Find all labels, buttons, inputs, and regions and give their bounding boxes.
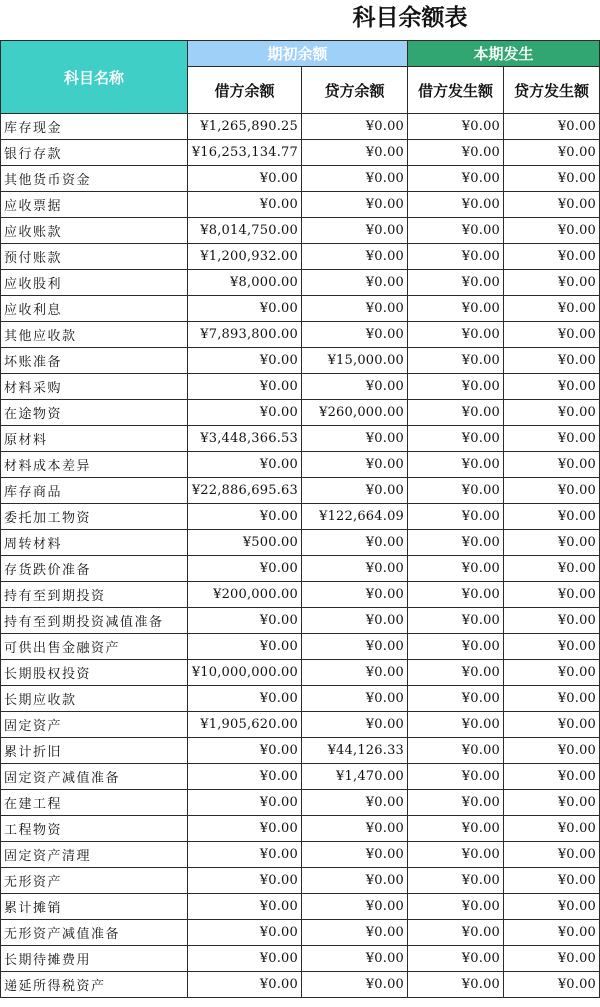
account-name-cell[interactable]: 递延所得税资产 [1, 972, 188, 998]
opening-debit-cell[interactable]: ¥0.00 [188, 608, 302, 634]
period-debit-cell[interactable]: ¥0.00 [408, 192, 504, 218]
opening-credit-cell[interactable]: ¥0.00 [302, 634, 408, 660]
period-debit-cell[interactable]: ¥0.00 [408, 218, 504, 244]
table-row [1, 296, 600, 322]
period-debit-cell[interactable]: ¥0.00 [408, 816, 504, 842]
period-credit-cell[interactable]: ¥0.00 [504, 582, 600, 608]
table-header [1, 41, 600, 114]
opening-debit-cell[interactable]: ¥7,893,800.00 [188, 322, 302, 348]
period-credit-cell[interactable]: ¥0.00 [504, 218, 600, 244]
opening-credit-cell[interactable]: ¥0.00 [302, 868, 408, 894]
account-name-cell[interactable]: 库存现金 [1, 114, 188, 140]
opening-credit-cell[interactable]: ¥0.00 [302, 556, 408, 582]
period-credit-cell[interactable]: ¥0.00 [504, 166, 600, 192]
table-row [1, 946, 600, 972]
period-credit-cell[interactable]: ¥0.00 [504, 322, 600, 348]
account-name-cell[interactable]: 累计摊销 [1, 894, 188, 920]
table-row [1, 686, 600, 712]
opening-debit-cell[interactable]: ¥0.00 [188, 634, 302, 660]
opening-credit-cell[interactable]: ¥0.00 [302, 452, 408, 478]
table-row [1, 868, 600, 894]
account-name-cell[interactable]: 应收利息 [1, 296, 188, 322]
period-debit-cell[interactable]: ¥0.00 [408, 374, 504, 400]
period-debit-cell[interactable]: ¥0.00 [408, 972, 504, 998]
period-debit-cell[interactable]: ¥0.00 [408, 868, 504, 894]
table-row [1, 140, 600, 166]
opening-debit-cell[interactable]: ¥1,265,890.25 [188, 114, 302, 140]
account-name-cell[interactable]: 在途物资 [1, 400, 188, 426]
period-credit-cell[interactable]: ¥0.00 [504, 738, 600, 764]
period-credit-cell[interactable]: ¥0.00 [504, 686, 600, 712]
table-row [1, 478, 600, 504]
account-name-cell[interactable]: 预付账款 [1, 244, 188, 270]
period-debit-cell[interactable]: ¥0.00 [408, 478, 504, 504]
table-row [1, 426, 600, 452]
opening-debit-cell[interactable]: ¥0.00 [188, 686, 302, 712]
period-credit-cell[interactable]: ¥0.00 [504, 296, 600, 322]
opening-credit-cell[interactable]: ¥0.00 [302, 322, 408, 348]
period-debit-cell[interactable]: ¥0.00 [408, 842, 504, 868]
period-credit-cell[interactable]: ¥0.00 [504, 556, 600, 582]
period-debit-cell[interactable]: ¥0.00 [408, 530, 504, 556]
table-row [1, 504, 600, 530]
opening-credit-cell[interactable]: ¥0.00 [302, 114, 408, 140]
opening-credit-cell[interactable]: ¥0.00 [302, 790, 408, 816]
period-debit-cell[interactable]: ¥0.00 [408, 114, 504, 140]
table-row [1, 920, 600, 946]
period-credit-cell[interactable]: ¥0.00 [504, 764, 600, 790]
opening-debit-cell[interactable]: ¥10,000,000.00 [188, 660, 302, 686]
period-debit-cell[interactable]: ¥0.00 [408, 712, 504, 738]
table-row [1, 738, 600, 764]
account-name-cell[interactable]: 固定资产 [1, 712, 188, 738]
table-row [1, 400, 600, 426]
period-credit-cell[interactable]: ¥0.00 [504, 426, 600, 452]
period-debit-cell[interactable]: ¥0.00 [408, 504, 504, 530]
account-name-cell[interactable]: 持有至到期投资 [1, 582, 188, 608]
opening-credit-cell[interactable]: ¥0.00 [302, 660, 408, 686]
opening-credit-cell[interactable]: ¥0.00 [302, 686, 408, 712]
opening-debit-cell[interactable]: ¥0.00 [188, 452, 302, 478]
account-name-cell[interactable]: 无形资产减值准备 [1, 920, 188, 946]
account-name-cell[interactable]: 应收账款 [1, 218, 188, 244]
account-name-cell[interactable]: 长期应收款 [1, 686, 188, 712]
opening-credit-cell[interactable]: ¥44,126.33 [302, 738, 408, 764]
opening-credit-cell[interactable]: ¥0.00 [302, 920, 408, 946]
period-debit-cell[interactable]: ¥0.00 [408, 166, 504, 192]
table-row [1, 556, 600, 582]
account-name-cell[interactable]: 可供出售金融资产 [1, 634, 188, 660]
opening-credit-cell[interactable]: ¥260,000.00 [302, 400, 408, 426]
opening-debit-cell[interactable]: ¥0.00 [188, 374, 302, 400]
opening-credit-cell[interactable]: ¥0.00 [302, 894, 408, 920]
opening-debit-cell[interactable]: ¥0.00 [188, 296, 302, 322]
opening-debit-cell[interactable]: ¥0.00 [188, 946, 302, 972]
period-credit-cell[interactable]: ¥0.00 [504, 608, 600, 634]
account-name-cell[interactable]: 累计折旧 [1, 738, 188, 764]
period-debit-cell[interactable]: ¥0.00 [408, 244, 504, 270]
table-row [1, 348, 600, 374]
period-credit-cell[interactable]: ¥0.00 [504, 504, 600, 530]
opening-credit-cell[interactable]: ¥0.00 [302, 712, 408, 738]
opening-credit-cell[interactable]: ¥0.00 [302, 478, 408, 504]
period-debit-cell[interactable]: ¥0.00 [408, 582, 504, 608]
opening-debit-cell[interactable]: ¥0.00 [188, 192, 302, 218]
column-header-opening-debit[interactable]: 借方余额 [188, 67, 302, 114]
opening-credit-cell[interactable]: ¥0.00 [302, 426, 408, 452]
period-debit-cell[interactable]: ¥0.00 [408, 894, 504, 920]
table-row [1, 842, 600, 868]
account-name-cell[interactable]: 应收票据 [1, 192, 188, 218]
account-name-cell[interactable]: 银行存款 [1, 140, 188, 166]
opening-credit-cell[interactable]: ¥0.00 [302, 608, 408, 634]
page-title: 科目余额表 [352, 5, 468, 31]
opening-credit-cell[interactable]: ¥0.00 [302, 374, 408, 400]
account-name-cell[interactable]: 坏账准备 [1, 348, 188, 374]
opening-debit-cell[interactable]: ¥8,014,750.00 [188, 218, 302, 244]
table-row [1, 894, 600, 920]
period-debit-cell[interactable]: ¥0.00 [408, 296, 504, 322]
account-balance-table [0, 40, 600, 998]
table-row [1, 972, 600, 998]
opening-credit-cell[interactable]: ¥15,000.00 [302, 348, 408, 374]
period-credit-cell[interactable]: ¥0.00 [504, 660, 600, 686]
column-group-opening-balance: 期初余额 [188, 41, 408, 67]
column-header-period-credit[interactable]: 贷方发生额 [504, 67, 600, 114]
period-debit-cell[interactable]: ¥0.00 [408, 686, 504, 712]
opening-debit-cell[interactable]: ¥3,448,366.53 [188, 426, 302, 452]
account-name-cell[interactable]: 原材料 [1, 426, 188, 452]
period-debit-cell[interactable]: ¥0.00 [408, 556, 504, 582]
opening-debit-cell[interactable]: ¥0.00 [188, 894, 302, 920]
opening-debit-cell[interactable]: ¥500.00 [188, 530, 302, 556]
table-row [1, 530, 600, 556]
period-credit-cell[interactable]: ¥0.00 [504, 530, 600, 556]
period-credit-cell[interactable]: ¥0.00 [504, 842, 600, 868]
opening-credit-cell[interactable]: ¥0.00 [302, 842, 408, 868]
period-credit-cell[interactable]: ¥0.00 [504, 946, 600, 972]
period-debit-cell[interactable]: ¥0.00 [408, 634, 504, 660]
period-credit-cell[interactable]: ¥0.00 [504, 920, 600, 946]
opening-debit-cell[interactable]: ¥0.00 [188, 972, 302, 998]
opening-credit-cell[interactable]: ¥122,664.09 [302, 504, 408, 530]
opening-debit-cell[interactable]: ¥0.00 [188, 790, 302, 816]
opening-debit-cell[interactable]: ¥1,905,620.00 [188, 712, 302, 738]
account-name-cell[interactable]: 材料成本差异 [1, 452, 188, 478]
opening-debit-cell[interactable]: ¥0.00 [188, 868, 302, 894]
table-row [1, 582, 600, 608]
period-debit-cell[interactable]: ¥0.00 [408, 322, 504, 348]
period-credit-cell[interactable]: ¥0.00 [504, 140, 600, 166]
table-row [1, 712, 600, 738]
period-debit-cell[interactable]: ¥0.00 [408, 738, 504, 764]
column-group-current-period: 本期发生 [408, 41, 600, 67]
period-debit-cell[interactable]: ¥0.00 [408, 348, 504, 374]
table-row [1, 218, 600, 244]
period-credit-cell[interactable]: ¥0.00 [504, 712, 600, 738]
period-credit-cell[interactable]: ¥0.00 [504, 374, 600, 400]
period-credit-cell[interactable]: ¥0.00 [504, 816, 600, 842]
opening-debit-cell[interactable]: ¥0.00 [188, 764, 302, 790]
header-group-row [1, 41, 600, 67]
account-name-cell[interactable]: 材料采购 [1, 374, 188, 400]
account-name-cell[interactable]: 应收股利 [1, 270, 188, 296]
period-credit-cell[interactable]: ¥0.00 [504, 972, 600, 998]
table-row [1, 192, 600, 218]
opening-credit-cell[interactable]: ¥0.00 [302, 140, 408, 166]
table-row [1, 322, 600, 348]
account-name-cell[interactable]: 其他货币资金 [1, 166, 188, 192]
opening-debit-cell[interactable]: ¥16,253,134.77 [188, 140, 302, 166]
column-header-opening-credit[interactable]: 贷方余额 [302, 67, 408, 114]
account-name-cell[interactable]: 存货跌价准备 [1, 556, 188, 582]
period-debit-cell[interactable]: ¥0.00 [408, 764, 504, 790]
period-credit-cell[interactable]: ¥0.00 [504, 452, 600, 478]
period-debit-cell[interactable]: ¥0.00 [408, 608, 504, 634]
table-row [1, 244, 600, 270]
opening-debit-cell[interactable]: ¥0.00 [188, 842, 302, 868]
account-name-cell[interactable]: 长期股权投资 [1, 660, 188, 686]
opening-credit-cell[interactable]: ¥0.00 [302, 530, 408, 556]
table-row [1, 608, 600, 634]
table-row [1, 790, 600, 816]
opening-credit-cell[interactable]: ¥0.00 [302, 192, 408, 218]
account-name-cell[interactable]: 长期待摊费用 [1, 946, 188, 972]
opening-debit-cell[interactable]: ¥0.00 [188, 348, 302, 374]
period-credit-cell[interactable]: ¥0.00 [504, 634, 600, 660]
column-header-account-name[interactable]: 科目名称 [1, 41, 188, 114]
period-credit-cell[interactable]: ¥0.00 [504, 478, 600, 504]
table-row [1, 816, 600, 842]
opening-debit-cell[interactable]: ¥0.00 [188, 166, 302, 192]
period-credit-cell[interactable]: ¥0.00 [504, 400, 600, 426]
opening-debit-cell[interactable]: ¥22,886,695.63 [188, 478, 302, 504]
period-credit-cell[interactable]: ¥0.00 [504, 868, 600, 894]
account-name-cell[interactable]: 固定资产减值准备 [1, 764, 188, 790]
table-row [1, 114, 600, 140]
opening-credit-cell[interactable]: ¥0.00 [302, 218, 408, 244]
table-row [1, 452, 600, 478]
table-body [1, 114, 600, 998]
account-name-cell[interactable]: 委托加工物资 [1, 504, 188, 530]
period-credit-cell[interactable]: ¥0.00 [504, 894, 600, 920]
period-debit-cell[interactable]: ¥0.00 [408, 920, 504, 946]
opening-credit-cell[interactable]: ¥0.00 [302, 166, 408, 192]
period-credit-cell[interactable]: ¥0.00 [504, 244, 600, 270]
period-debit-cell[interactable]: ¥0.00 [408, 660, 504, 686]
opening-debit-cell[interactable]: ¥200,000.00 [188, 582, 302, 608]
account-name-cell[interactable]: 无形资产 [1, 868, 188, 894]
opening-credit-cell[interactable]: ¥0.00 [302, 296, 408, 322]
account-name-cell[interactable]: 在建工程 [1, 790, 188, 816]
opening-debit-cell[interactable]: ¥0.00 [188, 920, 302, 946]
column-header-period-debit[interactable]: 借方发生额 [408, 67, 504, 114]
period-credit-cell[interactable]: ¥0.00 [504, 270, 600, 296]
table-row [1, 634, 600, 660]
account-name-cell[interactable]: 工程物资 [1, 816, 188, 842]
table-row [1, 374, 600, 400]
opening-debit-cell[interactable]: ¥0.00 [188, 400, 302, 426]
account-name-cell[interactable]: 库存商品 [1, 478, 188, 504]
opening-credit-cell[interactable]: ¥0.00 [302, 244, 408, 270]
table-row [1, 270, 600, 296]
period-debit-cell[interactable]: ¥0.00 [408, 946, 504, 972]
period-debit-cell[interactable]: ¥0.00 [408, 400, 504, 426]
opening-debit-cell[interactable]: ¥1,200,932.00 [188, 244, 302, 270]
table-row [1, 166, 600, 192]
opening-credit-cell[interactable]: ¥0.00 [302, 270, 408, 296]
opening-credit-cell[interactable]: ¥0.00 [302, 816, 408, 842]
period-credit-cell[interactable]: ¥0.00 [504, 114, 600, 140]
period-credit-cell[interactable]: ¥0.00 [504, 348, 600, 374]
opening-debit-cell[interactable]: ¥0.00 [188, 504, 302, 530]
period-debit-cell[interactable]: ¥0.00 [408, 140, 504, 166]
period-debit-cell[interactable]: ¥0.00 [408, 452, 504, 478]
table-row [1, 660, 600, 686]
opening-debit-cell[interactable]: ¥0.00 [188, 556, 302, 582]
opening-credit-cell[interactable]: ¥0.00 [302, 972, 408, 998]
opening-credit-cell[interactable]: ¥1,470.00 [302, 764, 408, 790]
opening-credit-cell[interactable]: ¥0.00 [302, 946, 408, 972]
account-name-cell[interactable]: 周转材料 [1, 530, 188, 556]
account-name-cell[interactable]: 其他应收款 [1, 322, 188, 348]
opening-debit-cell[interactable]: ¥0.00 [188, 738, 302, 764]
table-row [1, 764, 600, 790]
period-debit-cell[interactable]: ¥0.00 [408, 270, 504, 296]
period-debit-cell[interactable]: ¥0.00 [408, 426, 504, 452]
account-name-cell[interactable]: 持有至到期投资减值准备 [1, 608, 188, 634]
opening-debit-cell[interactable]: ¥0.00 [188, 816, 302, 842]
opening-debit-cell[interactable]: ¥8,000.00 [188, 270, 302, 296]
period-debit-cell[interactable]: ¥0.00 [408, 790, 504, 816]
account-name-cell[interactable]: 固定资产清理 [1, 842, 188, 868]
period-credit-cell[interactable]: ¥0.00 [504, 790, 600, 816]
period-credit-cell[interactable]: ¥0.00 [504, 192, 600, 218]
opening-credit-cell[interactable]: ¥0.00 [302, 582, 408, 608]
